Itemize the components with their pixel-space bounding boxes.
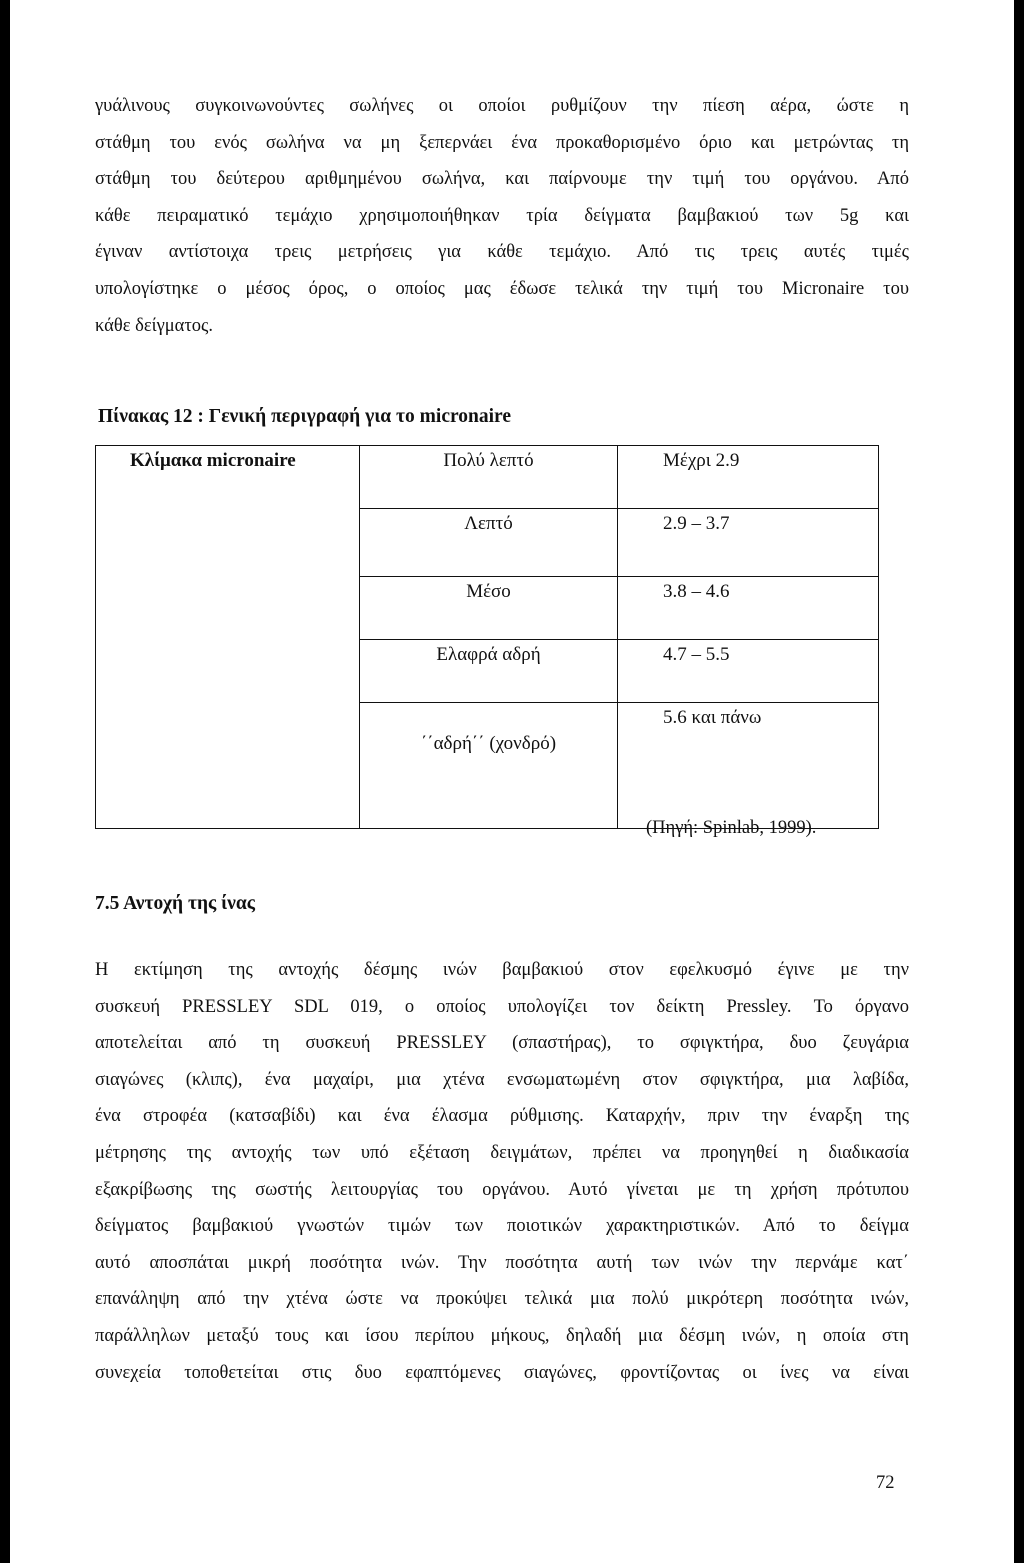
category-cell: Μέσο bbox=[360, 577, 618, 640]
text-line: αυτό αποσπάται μικρή ποσότητα ινών. Την ποσότητα αυτή των ινών την περνάμε κατ΄ bbox=[95, 1252, 909, 1273]
text-line: υπολογίστηκε ο μέσος όρος, ο οποίος μας έδωσε τελικά την τιμή του Micronaire του bbox=[95, 278, 909, 299]
text-line: μέτρησης της αντοχής των υπό εξέταση δειγμάτων, πρέπει να προηγηθεί η διαδικασία bbox=[95, 1142, 909, 1163]
text-line: κάθε πειραματικό τεμάχιο χρησιμοποιήθηκαν τρία δείγματα βαμβακιού των 5g και bbox=[95, 205, 909, 226]
text-line: στάθμη του δεύτερου αριθμημένου σωλήνα, και παίρνουμε την τιμή του οργάνου. Από bbox=[95, 169, 909, 190]
text-line: δείγματος βαμβακιού γνωστών τιμών των ποιοτικών χαρακτηριστικών. Από το δείγμα bbox=[95, 1216, 909, 1237]
section-paragraph bbox=[95, 952, 909, 1391]
text-line: εξακρίβωσης της σωστής λειτουργίας του οργάνου. Αυτό γίνεται με τη χρήση πρότυπου bbox=[95, 1179, 909, 1200]
text-line: γυάλινους συγκοινωνούντες σωλήνες οι οποίοι ρυθμίζουν την πίεση αέρα, ώστε η bbox=[95, 96, 909, 116]
table-row bbox=[96, 446, 879, 509]
range-cell: Μέχρι 2.9 bbox=[618, 446, 879, 509]
range-cell: 3.8 – 4.6 bbox=[618, 577, 879, 640]
category-cell: Πολύ λεπτό bbox=[360, 446, 618, 509]
category-cell: ΄΄αδρή΄΄ (χονδρό) bbox=[360, 703, 618, 829]
text-line: έγιναν αντίστοιχα τρεις μετρήσεις για κάθε τεμάχιο. Από τις τρεις αυτές τιμές bbox=[95, 242, 909, 263]
text-line: αποτελείται από τη συσκευή PRESSLEY (σπαστήρας), το σφιγκτήρα, δυο ζευγάρια bbox=[95, 1033, 909, 1054]
text-line: κάθε δείγματος. bbox=[95, 315, 213, 336]
range-cell: 5.6 και πάνω bbox=[618, 703, 879, 829]
micronaire-table bbox=[95, 445, 879, 829]
text-line: παράλληλων μεταξύ τους και ίσου περίπου μήκους, δηλαδή μια δέσμη ινών, η οποία στη bbox=[95, 1325, 909, 1346]
page-number: 72 bbox=[876, 1473, 895, 1493]
intro-paragraph bbox=[95, 88, 909, 344]
text-line: συσκευή PRESSLEY SDL 019, ο οποίος υπολογίζει τον δείκτη Pressley. Το όργανο bbox=[95, 996, 909, 1017]
category-cell: Ελαφρά αδρή bbox=[360, 640, 618, 703]
text-line: στάθμη του ενός σωλήνα να μη ξεπερνάει ένα προκαθορισμένο όριο και μετρώντας τη bbox=[95, 132, 909, 153]
document-page bbox=[10, 0, 1014, 1563]
text-line: σιαγώνες (κλιπς), ένα μαχαίρι, μια χτένα ενσωματωμένη στον σφιγκτήρα, μια λαβίδα, bbox=[95, 1069, 909, 1090]
table-source: (Πηγή: Spinlab, 1999). bbox=[646, 818, 817, 838]
range-cell: 2.9 – 3.7 bbox=[618, 509, 879, 577]
text-line: επανάληψη από την χτένα ώστε να προκύψει τελικά μια πολύ μικρότερη ποσότητα ινών, bbox=[95, 1289, 909, 1310]
category-cell: Λεπτό bbox=[360, 509, 618, 577]
range-cell: 4.7 – 5.5 bbox=[618, 640, 879, 703]
text-line: συνεχεία τοποθετείται στις δυο εφαπτόμενες σιαγώνες, φροντίζοντας οι ίνες να είναι bbox=[95, 1362, 909, 1383]
text-line: ένα στροφέα (κατσαβίδι) και ένα έλασμα ρύθμισης. Καταρχήν, πριν την έναρξη της bbox=[95, 1106, 909, 1127]
text-line: Η εκτίμηση της αντοχής δέσμης ινών βαμβακιού στον εφελκυσμό έγινε με την bbox=[95, 960, 909, 980]
section-heading: 7.5 Αντοχή της ίνας bbox=[95, 893, 256, 914]
scale-header-label: Κλίμακα micronaire bbox=[130, 450, 296, 471]
scale-header-cell bbox=[96, 446, 360, 829]
table-caption: Πίνακας 12 : Γενική περιγραφή για το micronaire bbox=[98, 406, 512, 427]
